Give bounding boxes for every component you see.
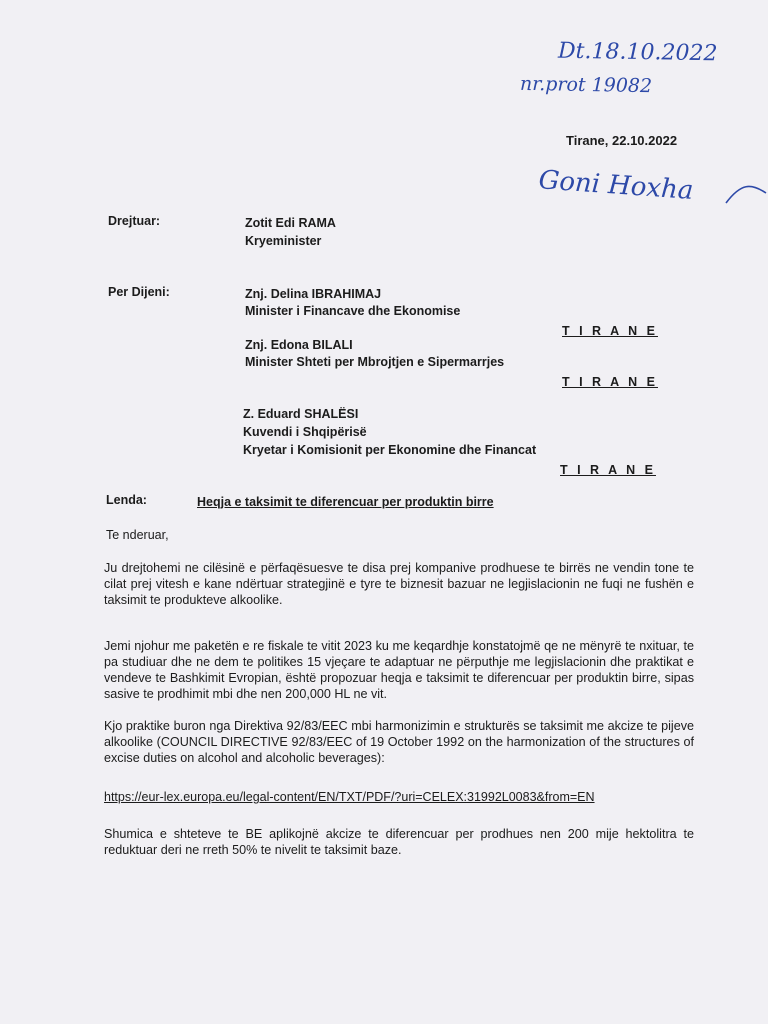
handwritten-date: Dt.18.10.2022 xyxy=(557,38,718,67)
cc-title: Kuvendi i Shqipërisë xyxy=(243,425,367,439)
cc-label: Per Dijeni: xyxy=(108,285,170,299)
svg-text:Goni Hoxha: Goni Hoxha xyxy=(537,165,695,206)
handwritten-protocol: nr.prot 19082 xyxy=(519,72,653,98)
cc-city: T I R A N E xyxy=(562,324,658,338)
cc-title: Minister i Financave dhe Ekonomise xyxy=(245,304,461,318)
subject-line: Heqja e taksimit te diferencuar per produktin birre xyxy=(197,495,494,509)
body-paragraph: Jemi njohur me paketën e re fiskale te vitit 2023 ku me keqardhje konstatojmë qe ne mënyrë te nxituar, te pa studiuar dhe ne dem te politikes 15 vjeçare te adaptuar ne përputhje me legjislacionin dhe praktikat e vendeve te Bashkimit Evropian, është propozuar heqja e taksimit te diferencuar per produktin birre, sipas sasive te prodhimit mbi dhe nen 200,000 HL ne vit. xyxy=(104,639,694,701)
handwritten-signature xyxy=(536,163,768,223)
addressee-name: Zotit Edi RAMA xyxy=(245,216,336,230)
addressee-title: Kryeminister xyxy=(245,234,322,248)
place-date: Tirane, 22.10.2022 xyxy=(566,133,678,148)
subject-label: Lenda: xyxy=(106,493,147,507)
eur-lex-link[interactable]: https://eur-lex.europa.eu/legal-content/EN/TXT/PDF/?uri=CELEX:31992L0083&from=EN xyxy=(104,790,595,804)
cc-city: T I R A N E xyxy=(562,375,658,389)
body-paragraph: Kjo praktike buron nga Direktiva 92/83/EEC mbi harmonizimin e strukturës se taksimit me akcize te pijeve alkoolike (COUNCIL DIRECTIVE 92/83/EEC of 19 October 1992 on the harmonization of the structures of excise duties on alcohol and alcoholic beverages): xyxy=(104,719,694,765)
cc-title: Minister Shteti per Mbrojtjen e Sipermarrjes xyxy=(245,355,505,369)
body-paragraph: Shumica e shteteve te BE aplikojnë akcize te diferencuar per prodhues nen 200 mije hektolitra te reduktuar deri ne rreth 50% te nivelit te taksimit baze. xyxy=(104,827,694,857)
cc-title-2: Kryetar i Komisionit per Ekonomine dhe Financat xyxy=(243,443,537,457)
cc-name: Z. Eduard SHALËSI xyxy=(243,407,359,421)
addressed-label: Drejtuar: xyxy=(108,214,161,228)
cc-name: Znj. Delina IBRAHIMAJ xyxy=(245,287,382,301)
salutation: Te nderuar, xyxy=(106,528,169,542)
cc-name: Znj. Edona BILALI xyxy=(245,338,353,352)
body-paragraph: Ju drejtohemi ne cilësinë e përfaqësuesve te disa prej kompanive prodhuese te birrës ne vendin tone te cilat prej vitesh e kane ndërtuar strategjinë e tyre te biznesit bazuar ne legjislacionin ne fuqi ne fushën e taksimit te produkteve alkoolike. xyxy=(104,561,694,607)
cc-city: T I R A N E xyxy=(560,463,656,477)
